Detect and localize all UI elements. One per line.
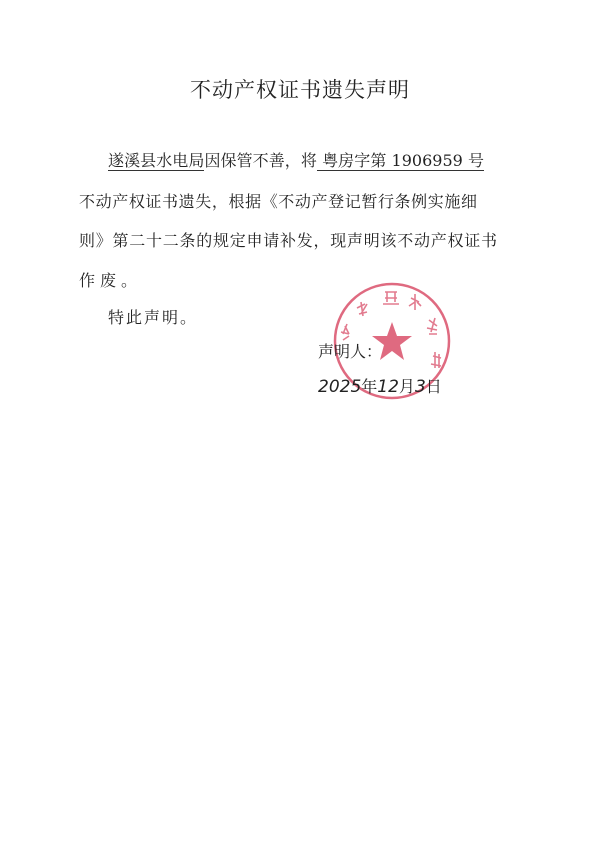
org-name: 遂溪县水电局 bbox=[108, 151, 205, 170]
paragraph-line-3: 则》第二十二条的规定申请补发，现声明该不动产权证书 bbox=[79, 231, 497, 250]
line1-text: 因保管不善，将 bbox=[204, 151, 317, 170]
date-day: 3 bbox=[414, 377, 426, 397]
paragraph-line-4: 作废。 bbox=[79, 271, 143, 290]
declarant-label: 声明人： bbox=[318, 342, 383, 361]
closing-text: 特此声明。 bbox=[108, 308, 199, 327]
paragraph-line-2: 不动产权证书遗失，根据《不动产登记暂行条例实施细 bbox=[79, 192, 477, 211]
paragraph-line-1 bbox=[108, 150, 484, 172]
date-month: 12 bbox=[377, 377, 399, 397]
day-unit: 日 bbox=[425, 377, 442, 396]
page-title: 不动产权证书遗失声明 bbox=[190, 78, 410, 102]
signature-date bbox=[318, 374, 442, 397]
month-unit: 月 bbox=[398, 377, 415, 396]
certificate-number: 粤房字第 1906959 号 bbox=[316, 151, 484, 170]
year-unit: 年 bbox=[361, 377, 378, 396]
date-year: 2025 bbox=[318, 377, 362, 397]
